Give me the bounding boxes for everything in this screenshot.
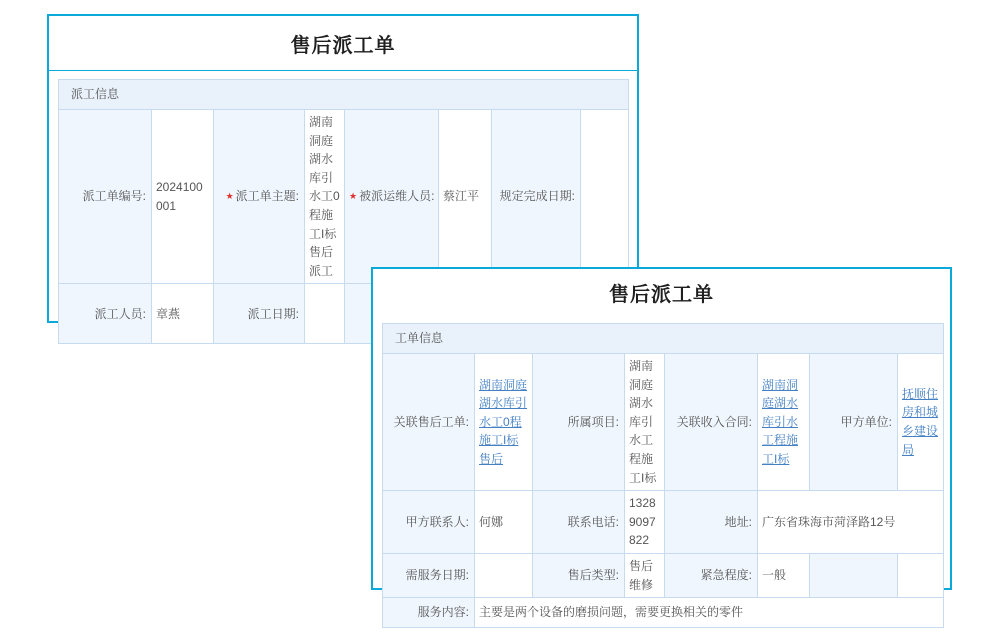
client-unit-value [898, 354, 944, 491]
dispatch-date-value [305, 284, 345, 344]
contract-link[interactable]: 湖南洞庭湖水库引水工程施工I标 [762, 377, 799, 466]
table-row [383, 553, 944, 597]
assignee-label [345, 110, 439, 284]
client-unit-link[interactable]: 抚顺住房和城乡建设局 [902, 386, 939, 457]
service-date-label: 需服务日期: [383, 553, 475, 597]
dispatcher-label: 派工人员: [59, 284, 152, 344]
phone-label: 联系电话: [533, 491, 625, 554]
address-value: 广东省珠海市菏泽路12号 [758, 491, 944, 554]
contract-value [758, 354, 810, 491]
service-type-label: 售后类型: [533, 553, 625, 597]
related-order-link[interactable]: 湖南洞庭湖水库引水工0程施工I标售后 [479, 377, 528, 466]
related-order-label: 关联售后工单: [383, 354, 475, 491]
empty-label-cell [810, 553, 898, 597]
empty-value-cell [898, 553, 944, 597]
contact-label: 甲方联系人: [383, 491, 475, 554]
phone-value: 13289097822 [625, 491, 665, 554]
deadline-label: 规定完成日期: [492, 110, 581, 284]
project-label: 所属项目: [533, 354, 625, 491]
project-value: 湖南洞庭湖水库引水工程施工I标 [625, 354, 665, 491]
contract-label: 关联收入合同: [665, 354, 758, 491]
contact-value: 何娜 [475, 491, 533, 554]
dispatch-panel-title: 售后派工单 [49, 16, 637, 71]
urgency-label: 紧急程度: [665, 553, 758, 597]
dispatch-date-label: 派工日期: [214, 284, 305, 344]
table-row [59, 110, 629, 284]
assignee-value: 蔡江平 [439, 110, 492, 284]
required-marker: ★ [225, 191, 234, 202]
service-date-value [475, 553, 533, 597]
required-marker: ★ [349, 191, 358, 202]
table-row [383, 354, 944, 491]
subject-label [214, 110, 305, 284]
section-header-work-order-info: 工单信息 [383, 324, 944, 354]
work-order-panel-body [373, 315, 950, 632]
dispatch-no-label: 派工单编号: [59, 110, 152, 284]
related-order-value [475, 354, 533, 491]
table-row [383, 598, 944, 628]
dispatch-no-value: 2024100001 [152, 110, 214, 284]
client-unit-label: 甲方单位: [810, 354, 898, 491]
work-order-panel [371, 267, 952, 620]
urgency-value: 一般 [758, 553, 810, 597]
work-order-info-table [382, 323, 944, 628]
service-content-value: 主要是两个设备的磨损问题，需要更换相关的零件 [475, 598, 944, 628]
address-label: 地址: [665, 491, 758, 554]
deadline-value [581, 110, 629, 284]
work-order-panel-title: 售后派工单 [609, 283, 714, 306]
table-row [383, 491, 944, 554]
subject-label-caption: 派工单主题: [235, 189, 299, 204]
dispatcher-value: 章燕 [152, 284, 214, 344]
section-header-dispatch-info: 派工信息 [59, 80, 629, 110]
assignee-label-caption: 被派运维人员: [359, 189, 435, 204]
service-type-value: 售后维修 [625, 553, 665, 597]
subject-value: 湖南洞庭湖水库引水工0程施工I标售后派工 [305, 110, 345, 284]
service-content-label: 服务内容: [383, 598, 475, 628]
